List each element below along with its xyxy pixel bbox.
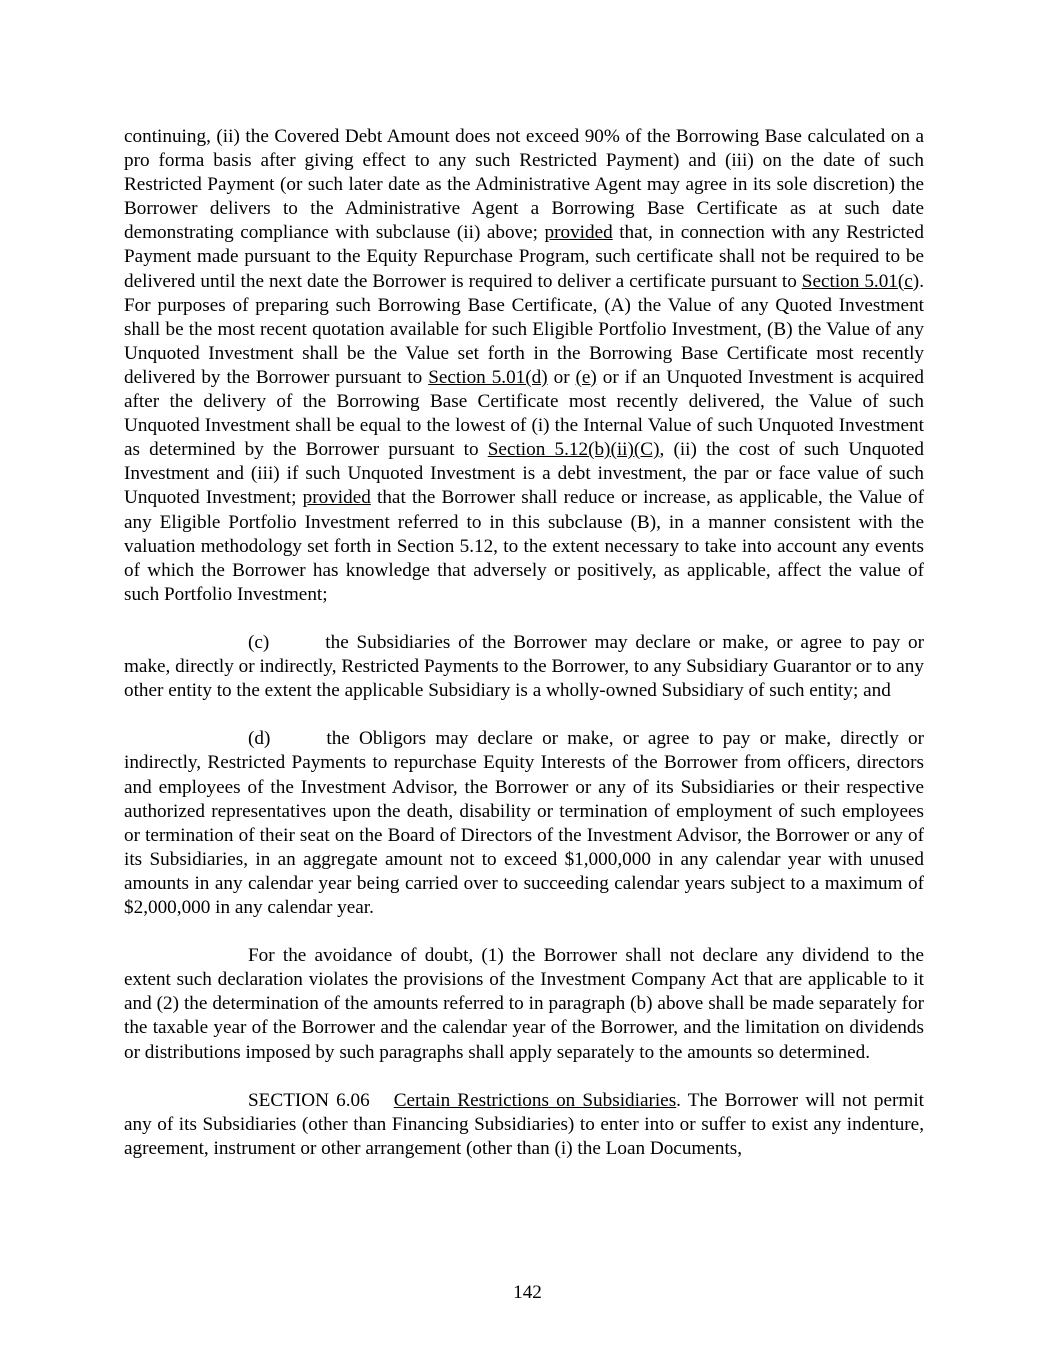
section-number: SECTION 6.06 (248, 1089, 370, 1111)
text-run: that, in connection with any Restricted Payment made pursuant to the Equity Repurchase Program, such certificate shall not be required to be delivered until the next date the Borrower is required to deliver a certificate pursuant to (124, 222, 924, 292)
section-title: Certain Restrictions on Subsidiaries (393, 1089, 677, 1111)
paragraph-d (124, 727, 924, 920)
section-reference: Section 5.12(b)(ii)(C) (487, 439, 660, 461)
text-run: . For purposes of preparing such Borrowing Base Certificate, (A) the Value of any Quoted Investment shall be the most recent quotation available for such Eligible Portfolio Investment, (B) the Value of any Unquoted Investment shall be the Value set forth in the Borrowing Base Certificate most recently delivered by the Borrower pursuant to (124, 270, 924, 388)
section-6-06 (124, 1089, 924, 1161)
underlined-term: provided (544, 222, 613, 244)
document-page (124, 125, 924, 1161)
text-run: that the Borrower shall reduce or increase, as applicable, the Value of any Eligible Portfolio Investment referred to in this subclause (B), in a manner consistent with the valuation methodology set forth in Section 5.12, to the extent necessary to take into account any events of which the Borrower has knowledge that adversely or positively, as applicable, affect the value of such Portfolio Investment; (124, 487, 924, 605)
clause-text: the Subsidiaries of the Borrower may declare or make, or agree to pay or make, directly or indirectly, Restricted Payments to the Borrower, to any Subsidiary Guarantor or to any other entity to the extent the applicable Subsidiary is a wholly-owned Subsidiary of such entity; and (124, 631, 924, 702)
text-run: or if an Unquoted Investment is acquired after the delivery of the Borrowing Base Certificate most recently delivered, the Value of such Unquoted Investment shall be equal to the lowest of (i) the Internal Value of such Unquoted Investment as determined by the Borrower pursuant to (124, 366, 925, 461)
paragraph-text: For the avoidance of doubt, (1) the Borrower shall not declare any dividend to the extent such declaration violates the provisions of the Investment Company Act that are applicable to it and (2) the determination of the amounts referred to in paragraph (b) above shall be made separately for the taxable year of the Borrower and the calendar year of the Borrower, and the limitation on dividends or distributions imposed by such paragraphs shall apply separately to the amounts so determined. (124, 945, 924, 1063)
page-number: 142 (513, 1282, 542, 1303)
clause-label: (c) (248, 631, 270, 653)
text-run: continuing, (ii) the Covered Debt Amount does not exceed 90% of the Borrowing Base calculated on a pro forma basis after giving effect to any such Restricted Payment) and (iii) on the date of such Restricted Payment (or such later date as the Administrative Agent may agree in its sole discretion) the Borrower delivers to the Administrative Agent a Borrowing Base Certificate as at such date demonstrating compliance with subclause (ii) above; (124, 126, 924, 244)
text-run: , (ii) the cost of such Unquoted Investment and (iii) if such Unquoted Investment is a debt investment, the par or face value of such Unquoted Investment; (124, 439, 924, 509)
section-reference: Section 5.01(c) (801, 270, 920, 292)
clause-label: (d) (248, 728, 271, 750)
section-reference: (e) (575, 366, 597, 388)
clause-text: the Obligors may declare or make, or agree to pay or make, directly or indirectly, Restricted Payments to repurchase Equity Interests of the Borrower from officers, directors and employees of the Investment Advisor, the Borrower or any of its Subsidiaries or their respective authorized representatives upon the death, disability or termination of employment of such employees or termination of their seat on the Board of Directors of the Investment Advisor, the Borrower or any of its Subsidiaries, in an aggregate amount not to exceed $1,000,000 in any calendar year with unused amounts in any calendar year being carried over to succeeding calendar years subject to a maximum of $2,000,000 in any calendar year. (124, 728, 924, 918)
underlined-term: provided (302, 487, 371, 509)
section-reference: Section 5.01(d) (428, 366, 548, 388)
section-text: . The Borrower will not permit any of its Subsidiaries (other than Financing Subsidiaries) to enter into or suffer to exist any indenture, agreement, instrument or other arrangement (other than (i) the Loan Documents, (124, 1089, 924, 1159)
text-run: or (547, 366, 576, 388)
paragraph-c (124, 631, 924, 703)
paragraph-avoidance-of-doubt (124, 944, 924, 1064)
paragraph-continuing (124, 125, 924, 607)
